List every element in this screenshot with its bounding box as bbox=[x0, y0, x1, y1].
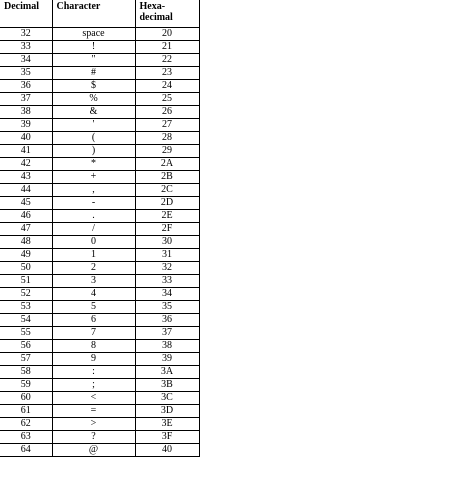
decimal-cell: 33 bbox=[0, 41, 52, 54]
header-hexa-line1: Hexa- bbox=[139, 1, 166, 12]
decimal-cell: 58 bbox=[0, 366, 52, 379]
table-row bbox=[0, 275, 199, 288]
table-row bbox=[0, 314, 199, 327]
hex-cell: 27 bbox=[135, 119, 199, 132]
decimal-cell: 46 bbox=[0, 210, 52, 223]
decimal-cell: 57 bbox=[0, 353, 52, 366]
ascii-table-container bbox=[0, 0, 200, 457]
table-row bbox=[0, 249, 199, 262]
hex-cell: 2D bbox=[135, 197, 199, 210]
character-cell: @ bbox=[52, 444, 135, 457]
character-cell: / bbox=[52, 223, 135, 236]
decimal-cell: 42 bbox=[0, 158, 52, 171]
decimal-cell: 35 bbox=[0, 67, 52, 80]
table-row bbox=[0, 353, 199, 366]
table-row bbox=[0, 379, 199, 392]
hex-cell: 21 bbox=[135, 41, 199, 54]
character-cell: 8 bbox=[52, 340, 135, 353]
character-cell: space bbox=[52, 28, 135, 41]
decimal-cell: 39 bbox=[0, 119, 52, 132]
character-cell: & bbox=[52, 106, 135, 119]
decimal-cell: 34 bbox=[0, 54, 52, 67]
decimal-cell: 51 bbox=[0, 275, 52, 288]
decimal-cell: 43 bbox=[0, 171, 52, 184]
decimal-cell: 62 bbox=[0, 418, 52, 431]
decimal-cell: 45 bbox=[0, 197, 52, 210]
character-cell: < bbox=[52, 392, 135, 405]
table-row bbox=[0, 340, 199, 353]
character-cell: ? bbox=[52, 431, 135, 444]
character-cell: 9 bbox=[52, 353, 135, 366]
table-row bbox=[0, 119, 199, 132]
hex-cell: 36 bbox=[135, 314, 199, 327]
table-row bbox=[0, 54, 199, 67]
character-cell: # bbox=[52, 67, 135, 80]
hex-cell: 3C bbox=[135, 392, 199, 405]
decimal-cell: 61 bbox=[0, 405, 52, 418]
character-cell: 1 bbox=[52, 249, 135, 262]
table-row bbox=[0, 223, 199, 236]
character-cell: = bbox=[52, 405, 135, 418]
character-cell: % bbox=[52, 93, 135, 106]
decimal-cell: 50 bbox=[0, 262, 52, 275]
decimal-cell: 56 bbox=[0, 340, 52, 353]
character-cell: + bbox=[52, 171, 135, 184]
table-row bbox=[0, 210, 199, 223]
decimal-cell: 44 bbox=[0, 184, 52, 197]
decimal-cell: 59 bbox=[0, 379, 52, 392]
table-row bbox=[0, 41, 199, 54]
decimal-cell: 49 bbox=[0, 249, 52, 262]
table-row bbox=[0, 392, 199, 405]
hex-cell: 2C bbox=[135, 184, 199, 197]
character-cell: > bbox=[52, 418, 135, 431]
hex-cell: 3F bbox=[135, 431, 199, 444]
table-row bbox=[0, 197, 199, 210]
decimal-cell: 41 bbox=[0, 145, 52, 158]
decimal-cell: 55 bbox=[0, 327, 52, 340]
decimal-cell: 37 bbox=[0, 93, 52, 106]
character-cell: * bbox=[52, 158, 135, 171]
character-cell: , bbox=[52, 184, 135, 197]
hex-cell: 24 bbox=[135, 80, 199, 93]
hex-cell: 3E bbox=[135, 418, 199, 431]
character-cell: ' bbox=[52, 119, 135, 132]
hex-cell: 30 bbox=[135, 236, 199, 249]
table-row bbox=[0, 145, 199, 158]
decimal-cell: 60 bbox=[0, 392, 52, 405]
character-cell: 0 bbox=[52, 236, 135, 249]
character-cell: . bbox=[52, 210, 135, 223]
table-row bbox=[0, 405, 199, 418]
character-cell: 6 bbox=[52, 314, 135, 327]
hex-cell: 38 bbox=[135, 340, 199, 353]
decimal-cell: 32 bbox=[0, 28, 52, 41]
character-cell: - bbox=[52, 197, 135, 210]
character-cell: 2 bbox=[52, 262, 135, 275]
table-row bbox=[0, 171, 199, 184]
hex-cell: 2F bbox=[135, 223, 199, 236]
table-row bbox=[0, 288, 199, 301]
table-row bbox=[0, 67, 199, 80]
hex-cell: 26 bbox=[135, 106, 199, 119]
hex-cell: 31 bbox=[135, 249, 199, 262]
header-character: Character bbox=[52, 0, 135, 28]
decimal-cell: 47 bbox=[0, 223, 52, 236]
decimal-cell: 54 bbox=[0, 314, 52, 327]
header-hexa-line2: decimal bbox=[139, 12, 173, 23]
hex-cell: 3B bbox=[135, 379, 199, 392]
decimal-cell: 53 bbox=[0, 301, 52, 314]
table-row bbox=[0, 327, 199, 340]
table-header-row bbox=[0, 0, 199, 28]
hex-cell: 40 bbox=[135, 444, 199, 457]
hex-cell: 37 bbox=[135, 327, 199, 340]
character-cell: 4 bbox=[52, 288, 135, 301]
character-cell: ! bbox=[52, 41, 135, 54]
hex-cell: 29 bbox=[135, 145, 199, 158]
character-cell: : bbox=[52, 366, 135, 379]
table-row bbox=[0, 366, 199, 379]
hex-cell: 39 bbox=[135, 353, 199, 366]
hex-cell: 20 bbox=[135, 28, 199, 41]
table-row bbox=[0, 444, 199, 457]
hex-cell: 3D bbox=[135, 405, 199, 418]
hex-cell: 35 bbox=[135, 301, 199, 314]
table-body bbox=[0, 28, 199, 457]
hex-cell: 3A bbox=[135, 366, 199, 379]
decimal-cell: 48 bbox=[0, 236, 52, 249]
decimal-cell: 40 bbox=[0, 132, 52, 145]
character-cell: 7 bbox=[52, 327, 135, 340]
character-cell: 3 bbox=[52, 275, 135, 288]
hex-cell: 2B bbox=[135, 171, 199, 184]
character-cell: 5 bbox=[52, 301, 135, 314]
hex-cell: 34 bbox=[135, 288, 199, 301]
table-row bbox=[0, 80, 199, 93]
header-hexadecimal bbox=[135, 0, 199, 28]
table-row bbox=[0, 301, 199, 314]
hex-cell: 25 bbox=[135, 93, 199, 106]
hex-cell: 32 bbox=[135, 262, 199, 275]
decimal-cell: 52 bbox=[0, 288, 52, 301]
header-decimal: Decimal bbox=[0, 0, 52, 28]
character-cell: ) bbox=[52, 145, 135, 158]
decimal-cell: 63 bbox=[0, 431, 52, 444]
table-row bbox=[0, 431, 199, 444]
character-cell: " bbox=[52, 54, 135, 67]
decimal-cell: 36 bbox=[0, 80, 52, 93]
table-row bbox=[0, 132, 199, 145]
table-row bbox=[0, 93, 199, 106]
character-cell: $ bbox=[52, 80, 135, 93]
decimal-cell: 38 bbox=[0, 106, 52, 119]
table-row bbox=[0, 418, 199, 431]
hex-cell: 2A bbox=[135, 158, 199, 171]
decimal-cell: 64 bbox=[0, 444, 52, 457]
hex-cell: 33 bbox=[135, 275, 199, 288]
ascii-table bbox=[0, 0, 200, 457]
character-cell: ; bbox=[52, 379, 135, 392]
table-row bbox=[0, 184, 199, 197]
hex-cell: 23 bbox=[135, 67, 199, 80]
table-row bbox=[0, 106, 199, 119]
table-row bbox=[0, 28, 199, 41]
table-row bbox=[0, 158, 199, 171]
character-cell: ( bbox=[52, 132, 135, 145]
table-row bbox=[0, 262, 199, 275]
table-row bbox=[0, 236, 199, 249]
hex-cell: 22 bbox=[135, 54, 199, 67]
hex-cell: 2E bbox=[135, 210, 199, 223]
hex-cell: 28 bbox=[135, 132, 199, 145]
